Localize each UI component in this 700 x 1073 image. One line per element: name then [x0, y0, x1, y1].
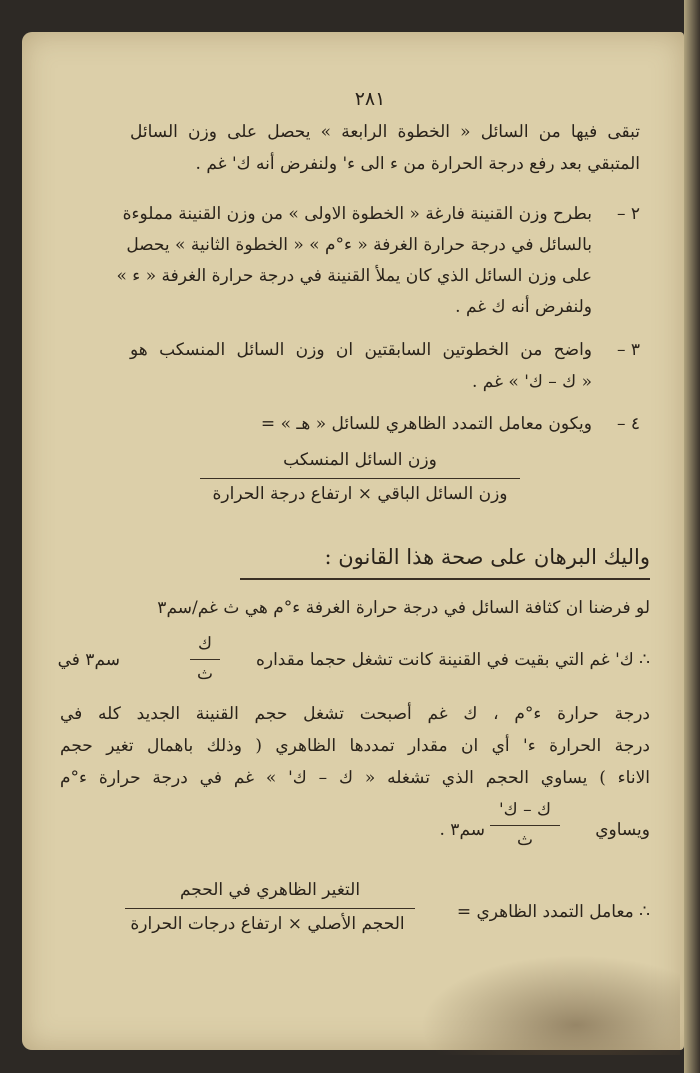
proof-heading-underline: [240, 578, 650, 580]
intro-line-1: تبقى فيها من السائل « الخطوة الرابعة » يحصل على وزن السائل: [130, 122, 640, 142]
step-3-line-2: « ك – ك' » غم .: [471, 372, 592, 392]
proof-line-2: ∴ ك' غم التي بقيت في القنينة كانت تشغل حجما مقداره: [255, 650, 650, 670]
proof-fraction-1-bar: [190, 659, 220, 660]
proof-line-6-tail: سم٣ .: [439, 820, 485, 840]
proof-line-2-tail: سم٣ في: [57, 650, 120, 670]
final-formula-denominator: الحجم الأصلي × ارتفاع درجات الحرارة: [130, 914, 405, 934]
page-number: ٢٨١: [354, 88, 386, 110]
proof-fraction-2-denominator: ث: [516, 830, 533, 850]
final-formula-numerator: التغير الظاهري في الحجم: [179, 880, 361, 900]
next-page-edge: [684, 0, 700, 1073]
proof-fraction-1-numerator: ك: [197, 634, 212, 654]
step-2-number: ٢ –: [616, 204, 640, 224]
proof-fraction-1-denominator: ث: [196, 664, 213, 684]
step-2-line-2: بالسائل في درجة حرارة الغرفة « ء°م » « الخطوة الثانية » يحصل: [126, 235, 592, 255]
step-4-denominator: وزن السائل الباقي × ارتفاع درجة الحرارة: [212, 484, 508, 504]
step-2-line-1: بطرح وزن القنينة فارغة « الخطوة الاولى » من وزن القنينة مملوءة: [122, 204, 592, 224]
water-stain: [420, 955, 680, 1055]
proof-heading: واليك البرهان على صحة هذا القانون :: [324, 545, 650, 569]
final-formula-fraction-bar: [125, 908, 415, 909]
proof-line-4: درجة الحرارة ء' أي ان مقدار تمددها الظاهري ( وذلك باهمال تغير حجم: [60, 736, 650, 756]
proof-fraction-2-bar: [490, 825, 560, 826]
proof-line-1: لو فرضنا ان كثافة السائل في درجة حرارة الغرفة ء°م هي ث غم/سم٣: [157, 598, 650, 618]
step-3-line-1: واضح من الخطوتين السابقتين ان وزن السائل المنسكب هو: [130, 340, 592, 360]
final-formula-lhs: ∴ معامل التمدد الظاهري =: [456, 902, 650, 922]
step-4-line-1: ويكون معامل التمدد الظاهري للسائل « هـ » =: [260, 414, 592, 434]
step-3-number: ٣ –: [616, 340, 640, 360]
proof-line-3: درجة حرارة ء°م ، ك غم أصبحت تشغل حجم القنينة الجديد كله في: [60, 704, 650, 724]
proof-fraction-2-numerator: ك – ك': [498, 800, 551, 820]
step-4-number: ٤ –: [616, 414, 640, 434]
intro-line-2: المتبقي بعد رفع درجة الحرارة من ء الى ء' ولنفرض أنه ك' غم .: [195, 154, 640, 174]
step-4-numerator: وزن السائل المنسكب: [283, 450, 437, 470]
step-4-fraction-bar: [200, 478, 520, 479]
step-2-line-3: على وزن السائل الذي كان يملأ القنينة في درجة حرارة الغرفة « ء »: [116, 266, 592, 286]
step-2-line-4: ولنفرض أنه ك غم .: [455, 297, 592, 317]
proof-line-5: الاناء ) يساوي الحجم الذي تشغله « ك – ك' » غم في درجة حرارة ء°م: [60, 768, 650, 788]
proof-line-6: ويساوي: [595, 820, 650, 840]
